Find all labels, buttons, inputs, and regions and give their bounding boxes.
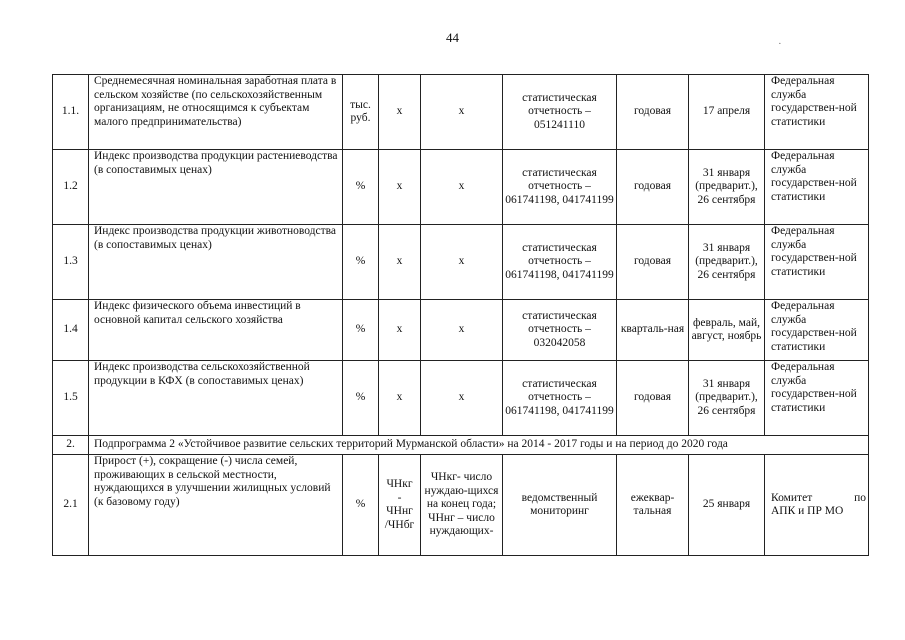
period-cell: годовая — [617, 225, 689, 300]
period-cell: годовая — [617, 150, 689, 225]
indicator-name: Среднемесячная номинальная заработная плата в сельском хозяйстве (по сельскохозяйственным организациям, не относящимся к субъектам малого предпринимательства) — [89, 75, 343, 150]
formula-top: ЧНкг — [386, 478, 413, 490]
org-line-1 — [771, 492, 866, 506]
period-cell: кварталь-ная — [617, 300, 689, 361]
definition-cell: х — [421, 75, 503, 150]
table-row — [53, 300, 869, 361]
table-row — [53, 150, 869, 225]
period-cell: годовая — [617, 361, 689, 436]
period-cell: годовая — [617, 75, 689, 150]
source-cell: статистическая отчетность – 061741198, 041741199 — [503, 361, 617, 436]
responsible-org-cell: Федеральная служба государствен-ной статистики — [765, 75, 869, 150]
source-cell: ведомственный мониторинг — [503, 455, 617, 556]
responsible-org-cell: Федеральная служба государствен-ной статистики — [765, 300, 869, 361]
org-line-1-right: по — [854, 491, 866, 504]
indicator-name: Индекс физического объема инвестиций в основной капитал сельского хозяйства — [89, 300, 343, 361]
deadline-cell: 25 января — [689, 455, 765, 556]
unit-cell: % — [343, 455, 379, 556]
row-number: 1.4 — [53, 300, 89, 361]
deadline-cell: 31 января (предварит.), 26 сентября — [689, 361, 765, 436]
responsible-org-cell: Федеральная служба государствен-ной статистики — [765, 150, 869, 225]
responsible-org-cell: Федеральная служба государствен-ной статистики — [765, 225, 869, 300]
subprogram-title: Подпрограмма 2 «Устойчивое развитие сельских территорий Мурманской области» на 2014 - 2017 годы и на период до 2020 года — [89, 436, 869, 455]
unit-cell: % — [343, 225, 379, 300]
unit-cell: % — [343, 361, 379, 436]
definition-cell: х — [421, 225, 503, 300]
formula-cell: х — [379, 300, 421, 361]
formula-cell: х — [379, 361, 421, 436]
indicator-name: Индекс производства сельскохозяйственной продукции в КФХ (в сопоставимых ценах) — [89, 361, 343, 436]
indicators-table-wrapper — [52, 74, 869, 556]
row-number: 2.1 — [53, 455, 89, 556]
formula-cell: х — [379, 75, 421, 150]
source-cell: статистическая отчетность – 051241110 — [503, 75, 617, 150]
table-row — [53, 75, 869, 150]
row-number: 1.5 — [53, 361, 89, 436]
unit-cell: % — [343, 300, 379, 361]
row-number: 1.2 — [53, 150, 89, 225]
subprogram-row — [53, 436, 869, 455]
period-cell: ежеквар-тальная — [617, 455, 689, 556]
table-row — [53, 225, 869, 300]
source-cell: статистическая отчетность – 032042058 — [503, 300, 617, 361]
indicator-name: Прирост (+), сокращение (-) числа семей, проживающих в сельской местности, нуждающихся в улучшении жилищных условий (к базовому году) — [89, 455, 343, 556]
table-row — [53, 361, 869, 436]
indicator-name: Индекс производства продукции растениеводства (в сопоставимых ценах) — [89, 150, 343, 225]
unit-cell: % — [343, 150, 379, 225]
responsible-org-cell: Федеральная служба государствен-ной статистики — [765, 361, 869, 436]
org-line-1-left: Комитет — [771, 491, 813, 504]
formula-bottom: /ЧНбг — [384, 518, 415, 531]
formula-mid: ЧНнг — [386, 505, 413, 517]
row-number: 1.1. — [53, 75, 89, 150]
row-number: 1.3 — [53, 225, 89, 300]
formula-cell — [379, 455, 421, 556]
definition-cell: х — [421, 361, 503, 436]
deadline-cell: 31 января (предварит.), 26 сентября — [689, 225, 765, 300]
definition-cell: х — [421, 150, 503, 225]
corner-mark: · — [778, 38, 782, 50]
definition-cell: х — [421, 300, 503, 361]
org-line-2: АПК и ПР МО — [771, 505, 844, 517]
responsible-org-cell — [765, 455, 869, 556]
deadline-cell: 17 апреля — [689, 75, 765, 150]
indicators-table — [52, 74, 869, 556]
table-row — [53, 455, 869, 556]
deadline-cell: февраль, май, август, ноябрь — [689, 300, 765, 361]
formula-dash: - — [397, 491, 402, 504]
source-cell: статистическая отчетность – 061741198, 041741199 — [503, 150, 617, 225]
unit-cell: тыс. руб. — [343, 75, 379, 150]
formula-cell: х — [379, 225, 421, 300]
page-number: 44 — [446, 30, 459, 45]
subprogram-number: 2. — [53, 436, 89, 455]
formula-cell: х — [379, 150, 421, 225]
deadline-cell: 31 января (предварит.), 26 сентября — [689, 150, 765, 225]
indicator-name: Индекс производства продукции животноводства (в сопоставимых ценах) — [89, 225, 343, 300]
definition-cell: ЧНкг- число нуждаю-щихся на конец года; ЧНнг – число нуждающих- — [421, 455, 503, 556]
source-cell: статистическая отчетность – 061741198, 041741199 — [503, 225, 617, 300]
